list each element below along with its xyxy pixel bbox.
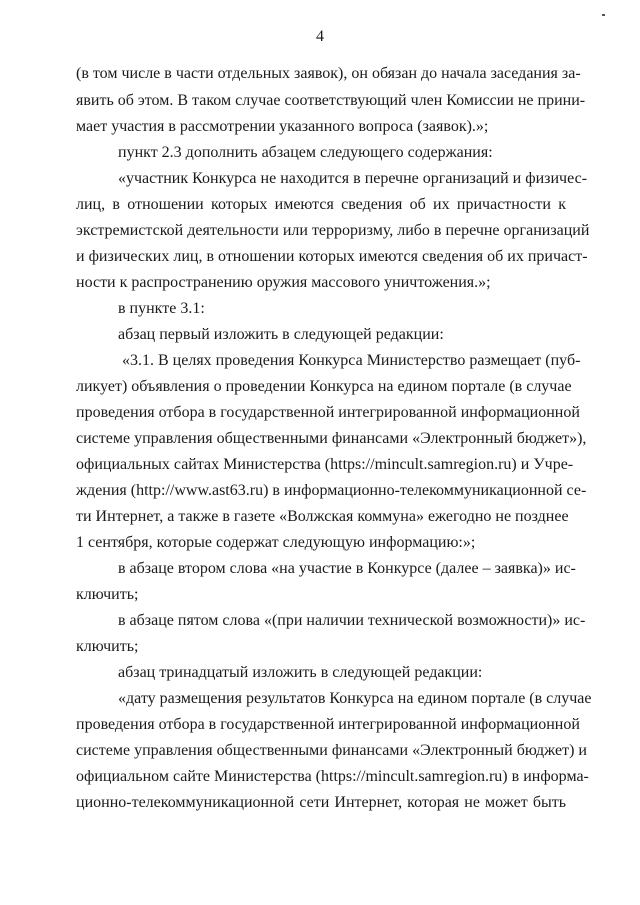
text-line: проведения отбора в государственной интегрированной информационной [76,404,580,421]
text-line: и физических лиц, в отношении которых имеются сведения об их причаст- [76,248,588,265]
text-line: экстремистской деятельности или терроризму, либо в перечне организаций [76,222,590,239]
text-line: системе управления общественными финансами «Электронный бюджет»), [76,430,587,447]
text-line: (в том числе в части отдельных заявок), он обязан до начала заседания за- [76,65,581,82]
text-line: лиц, в отношении которых имеются сведения об их причастности к [76,196,566,213]
text-line: ти Интернет, а также в газете «Волжская коммуна» ежегодно не позднее [76,508,569,525]
text-line: «дату размещения результатов Конкурса на едином портале (в случае [118,690,592,707]
text-line: ждения (http://www.ast63.ru) в информационно-телекоммуникационной се- [76,482,587,499]
text-line: явить об этом. В таком случае соответствующий член Комиссии не прини- [76,92,586,109]
text-line: в пункте 3.1: [118,300,205,317]
text-line: абзац первый изложить в следующей редакции: [118,326,444,343]
text-line: официальном сайте Министерства (https://mincult.samregion.ru) в информа- [76,768,589,785]
text-line: пункт 2.3 дополнить абзацем следующего содержания: [118,144,493,161]
text-line: «участник Конкурса не находится в перечне организаций и физичес- [118,170,588,187]
scan-artifact-mark [602,14,605,16]
text-line: 1 сентября, которые содержат следующую информацию:»; [76,534,476,551]
text-line: в абзаце втором слова «на участие в Конкурсе (далее – заявка)» ис- [118,560,576,577]
text-line: системе управления общественными финансами «Электронный бюджет) и [76,742,587,759]
text-line: ключить; [76,638,139,655]
text-line: ключить; [76,586,139,603]
text-line: проведения отбора в государственной интегрированной информационной [76,716,580,733]
text-line: в абзаце пятом слова «(при наличии технической возможности)» ис- [118,612,586,629]
text-line: ности к распространению оружия массового уничтожения.»; [76,274,491,291]
page-number: 4 [316,28,324,45]
text-line: официальных сайтах Министерства (https://mincult.samregion.ru) и Учре- [76,456,574,473]
text-line: абзац тринадцатый изложить в следующей редакции: [118,664,483,681]
text-line: ликует) объявления о проведении Конкурса на едином портале (в случае [76,378,572,395]
text-line: ционно-телекоммуникационной сети Интернет, которая не может быть [76,794,566,811]
text-line: «3.1. В целях проведения Конкурса Министерство размещает (пуб- [122,352,581,369]
text-line: мает участия в рассмотрении указанного вопроса (заявок).»; [76,118,489,135]
